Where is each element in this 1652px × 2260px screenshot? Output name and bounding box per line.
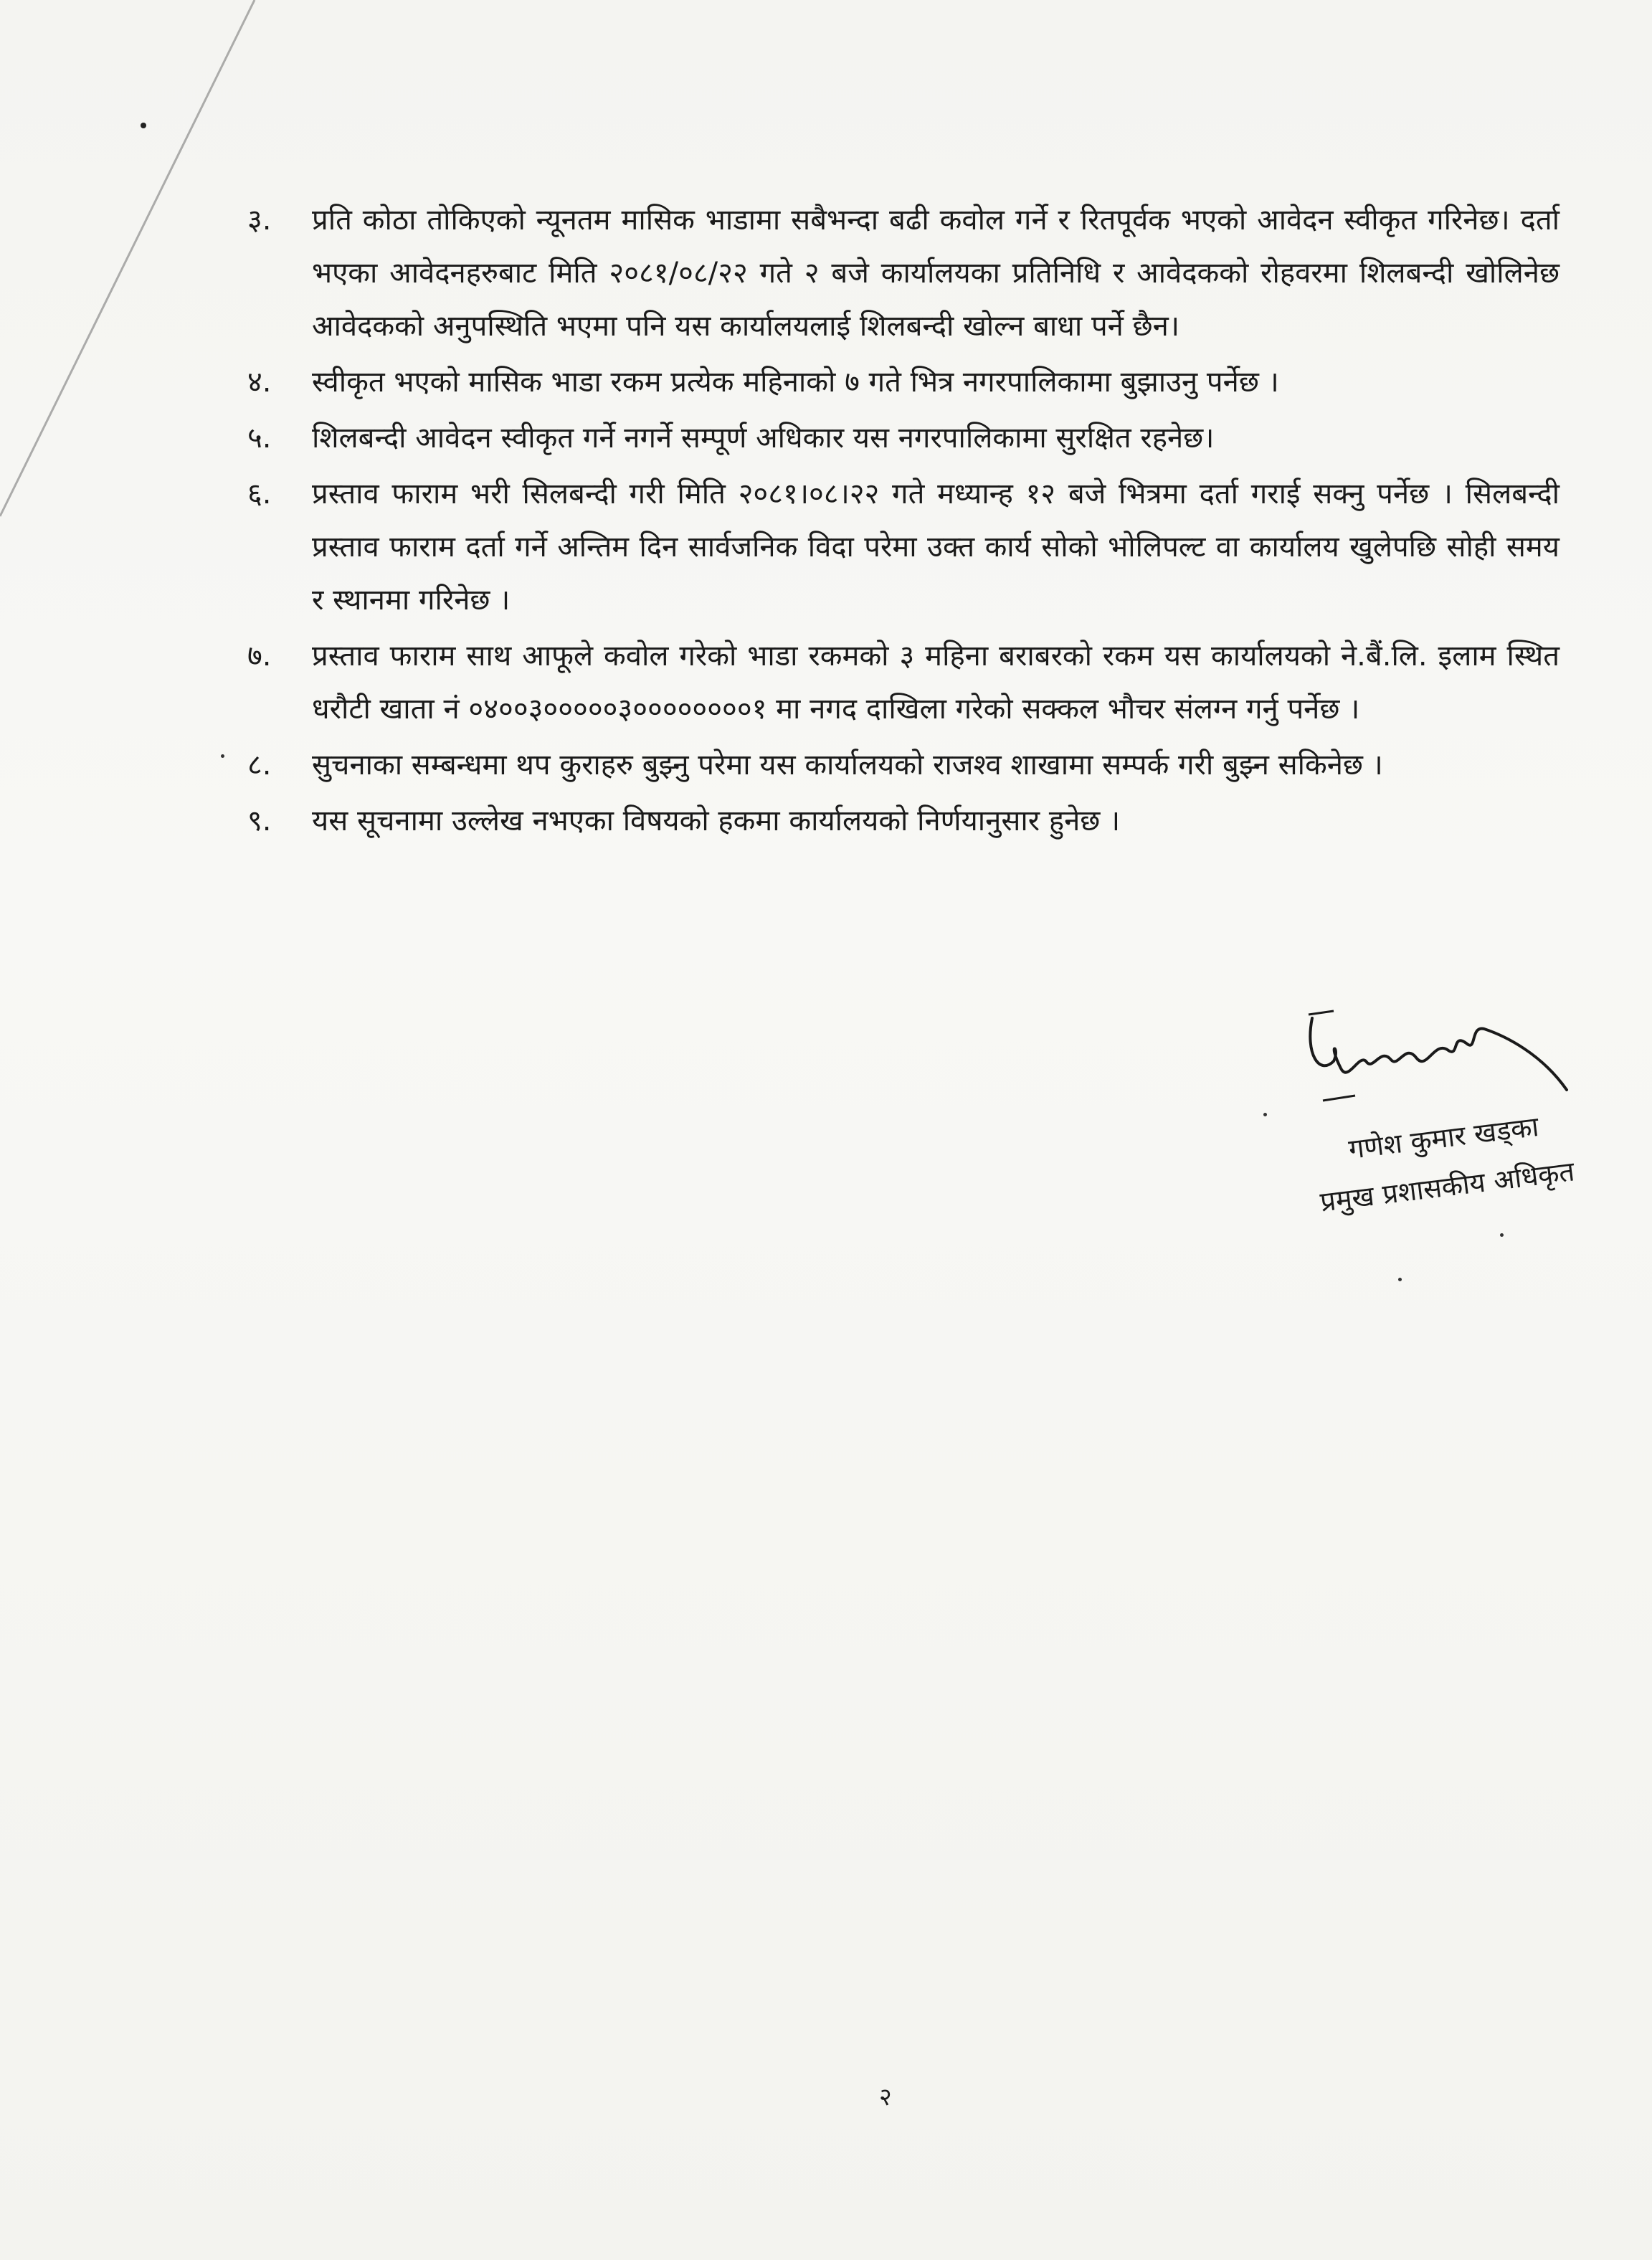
signature-block [1276,975,1592,1262]
item-number: ४. [247,366,272,399]
scan-speck [1398,1278,1402,1281]
item-number: ५. [247,422,272,455]
notice-item-4 [247,356,1560,409]
item-text: प्रस्ताव फाराम साथ आफूले कवोल गरेको भाडा रकमको ३ महिना बराबरको रकम यस कार्यालयको ने.बैं.लि. इलाम स्थित धरौटी खाता नं ०४००३०००००३००००००००१ मा नगद दाखिला गरेको सक्कल भौचर संलग्न गर्नु पर्नेछ । [312,640,1560,726]
notice-item-8 [247,739,1560,792]
item-number: ९. [247,804,272,837]
handwritten-signature [1291,975,1577,1119]
item-text: स्वीकृत भएको मासिक भाडा रकम प्रत्येक महिनाको ७ गते भित्र नगरपालिकामा बुझाउनु पर्नेछ । [312,366,1279,399]
notice-item-5 [247,412,1560,465]
notice-item-7 [247,630,1560,736]
item-number: ७. [247,640,272,673]
item-text: प्रति कोठा तोकिएको न्यूनतम मासिक भाडामा सबैभन्दा बढी कवोल गर्ने र रितपूर्वक भएको आवेदन स्वीकृत गरिनेछ। दर्ता भएका आवेदनहरुबाट मिति २०८१/०८/२२ गते २ बजे कार्यालयका प्रतिनिधि र आवेदकको रोहवरमा शिलबन्दी खोलिनेछ आवेदकको अनुपस्थिति भएमा पनि यस कार्यालयलाई शिलबन्दी खोल्न बाधा पर्ने छैन। [312,204,1560,343]
notice-item-3 [247,194,1560,353]
officer-title: प्रमुख प्रशासकीय अधिकृत [1318,1155,1577,1218]
item-number: ३. [247,204,272,237]
notice-item-9 [247,794,1560,848]
item-text: सुचनाका सम्बन्धमा थप कुराहरु बुझ्नु परेमा यस कार्यालयको राजश्व शाखामा सम्पर्क गरी बुझ्न सकिनेछ । [312,749,1383,782]
notice-conditions-list [247,194,1560,850]
scan-speck [221,754,224,758]
officer-name: गणेश कुमार खड्का [1347,1110,1541,1166]
item-number: ८. [247,749,272,782]
scan-speck [1263,1113,1267,1116]
scan-speck [1500,1233,1504,1237]
item-text: यस सूचनामा उल्लेख नभएका विषयको हकमा कार्यालयको निर्णयानुसार हुनेछ । [312,804,1121,837]
scan-edge-line [0,0,258,545]
page-number: २ [879,2083,892,2112]
notice-item-6 [247,467,1560,627]
item-text: प्रस्ताव फाराम भरी सिलबन्दी गरी मिति २०८१।०८।२२ गते मध्यान्ह १२ बजे भित्रमा दर्ता गराई सक्नु पर्नेछ । सिलबन्दी प्रस्ताव फाराम दर्ता गर्ने अन्तिम दिन सार्वजनिक विदा परेमा उक्त कार्य सोको भोलिपल्ट वा कार्यालय खुलेपछि सोही समय र स्थानमा गरिनेछ । [312,478,1560,617]
item-text: शिलबन्दी आवेदन स्वीकृत गर्ने नगर्ने सम्पूर्ण अधिकार यस नगरपालिकामा सुरक्षित रहनेछ। [312,422,1215,455]
item-number: ६. [247,478,272,511]
